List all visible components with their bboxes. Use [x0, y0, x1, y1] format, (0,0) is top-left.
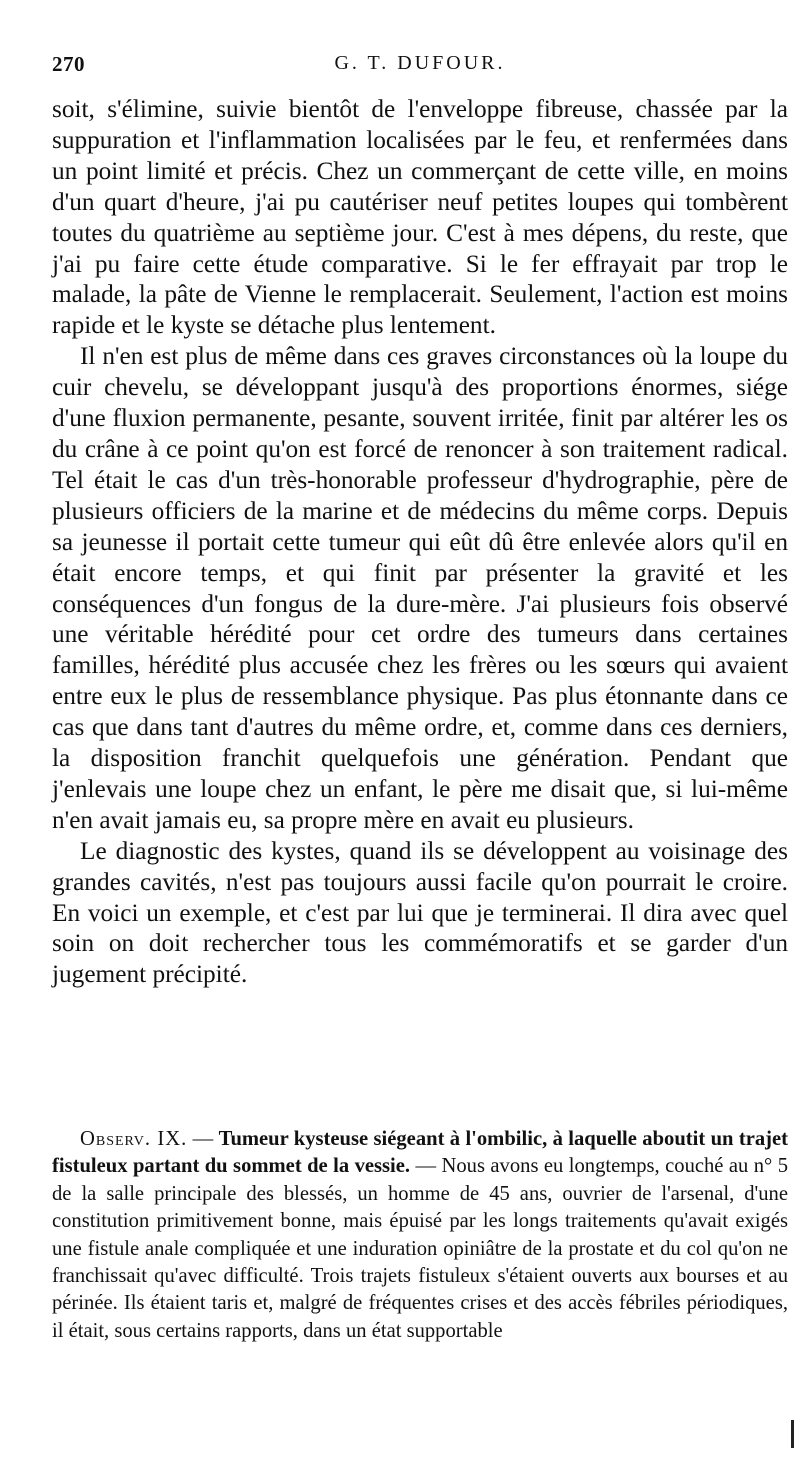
page-edge-mark	[791, 1420, 794, 1448]
paragraph-loupe-cuir-chevelu: Il n'en est plus de même dans ces graves circonstances où la loupe du cuir chevelu, se développant jusqu'à des proportions énormes, siége d'une fluxion permanente, pesante, souvent irritée, finit par altérer les os du crâne à ce point qu'on est forcé de renoncer à son traitement radical. Tel était le cas d'un très-honorable professeur d'hydrographie, père de plusieurs officiers de la marine et de médecins du même corps. Depuis sa jeunesse il portait cette tumeur qui eût dû être enlevée alors qu'il en était encore temps, et qui finit par présenter la gravité et les conséquences d'un fongus de la dure-mère. J'ai plusieurs fois observé une véritable hérédité pour cet ordre des tumeurs dans certaines familles, hérédité plus accusée chez les frères ou les sœurs qui avaient entre eux le plus de ressemblance physique. Pas plus étonnante dans ce cas que dans tant d'autres du même ordre, et, comme dans ces derniers, la disposition franchit quelquefois une génération. Pendant que j'enlevais une loupe chez un enfant, le père me disait que, si lui-même n'en avait jamais eu, sa propre mère en avait eu plusieurs.	[52, 342, 788, 834]
running-head	[52, 0, 788, 76]
observation-title: Tumeur kysteuse siégeant à l'ombilic, à laquelle aboutit un trajet fistuleux partant du sommet de la vessie.	[52, 1128, 788, 1178]
observation-paragraph	[52, 1126, 788, 1345]
main-text	[52, 94, 788, 990]
observation-dash: —	[187, 1128, 219, 1150]
paragraph-continued: soit, s'élimine, suivie bientôt de l'enveloppe fibreuse, chassée par la suppuration et l'inflammation localisées par le feu, et renfermées dans un point limité et précis. Chez un commerçant de cette ville, en moins d'un quart d'heure, j'ai pu cautériser neuf petites loupes qui tombèrent toutes du quatrième au septième jour. C'est à mes dépens, du reste, que j'ai pu faire cette étude comparative. Si le fer effrayait par trop le malade, la pâte de Vienne le remplacerait. Seulement, l'action est moins rapide et le kyste se détache plus lentement.	[52, 95, 788, 340]
observation-block	[52, 1126, 788, 1345]
observation-text: — Nous avons eu longtemps, couché au n° 5 de la salle principale des blessés, un homme de 45 ans, ouvrier de l'arsenal, d'une constitution primitivement bonne, mais épuisé par les longs traitements qu'avait exigés une fistule anale compliquée et une induration opiniâtre de la prostate et du col qu'on ne franchissait qu'avec difficulté. Trois trajets fistuleux s'étaient ouverts aux bourses et au périnée. Ils étaient taris et, malgré de fréquentes crises et des accès fébriles périodiques, il était, sous certains rapports, dans un état supportable	[52, 1155, 788, 1342]
observation-label: Observ. IX.	[80, 1128, 188, 1150]
paragraph-diagnostic: Le diagnostic des kystes, quand ils se développent au voisinage des grandes cavités, n'est pas toujours aussi facile qu'on pourrait le croire. En voici un exemple, et c'est par lui que je terminerai. Il dira avec quel soin on doit rechercher tous les commémoratifs et se garder d'un jugement précipité.	[52, 836, 788, 989]
book-page	[52, 0, 788, 1342]
page-number: 270	[52, 52, 85, 76]
running-head-author: G. T. DUFOUR.	[334, 52, 506, 74]
